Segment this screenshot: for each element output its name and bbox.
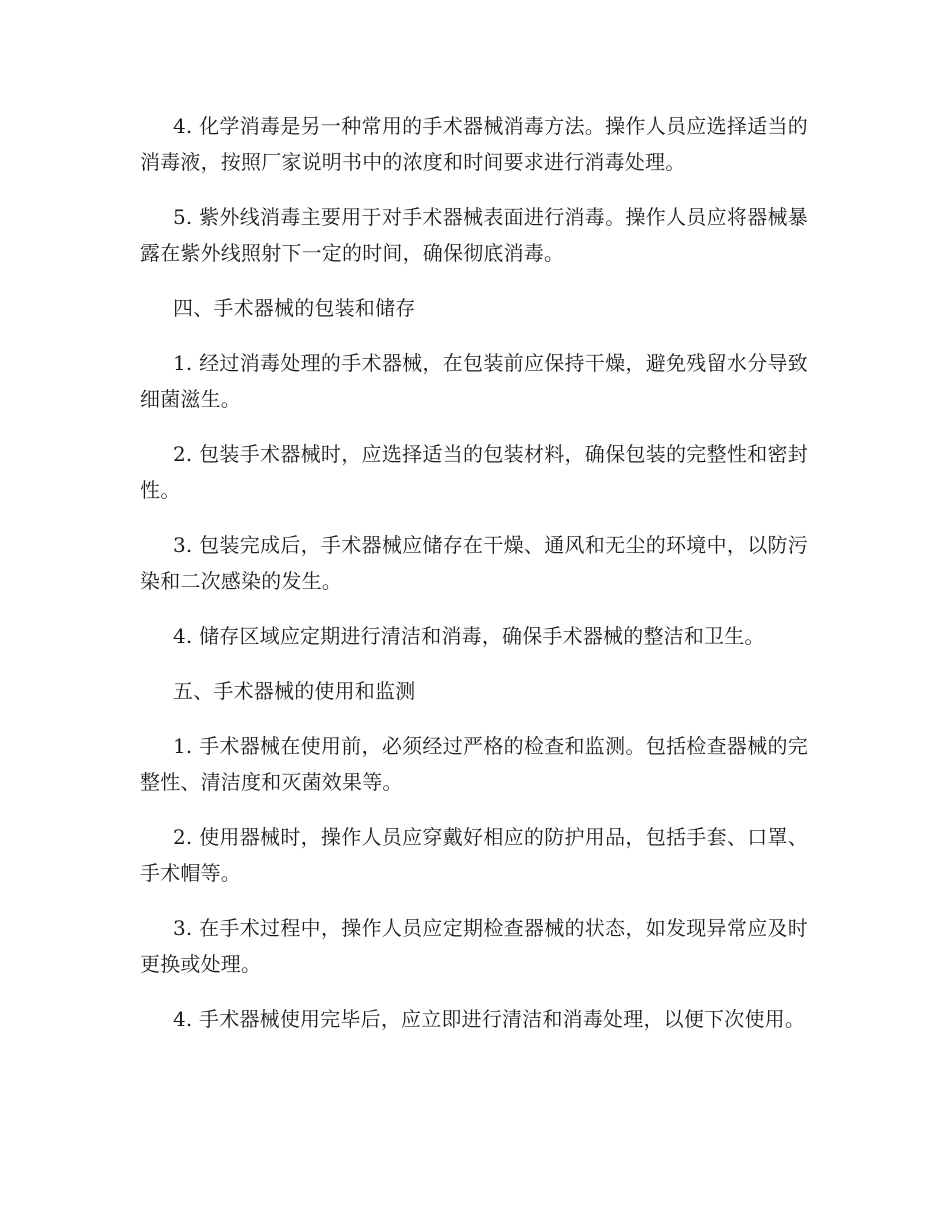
section-heading-packaging-storage: 四、手术器械的包装和储存 — [173, 296, 416, 320]
paragraph-storage-cleaning: 4. 储存区域应定期进行清洁和消毒，确保手术器械的整洁和卫生。 — [173, 624, 765, 648]
paragraph-packaging-dry: 1. 经过消毒处理的手术器械，在包装前应保持干燥，避免残留水分导致细菌滋生。 — [140, 351, 808, 411]
section-heading-use-monitoring: 五、手术器械的使用和监测 — [173, 679, 416, 703]
paragraph-protective-equipment: 2. 使用器械时，操作人员应穿戴好相应的防护用品，包括手套、口罩、手术帽等。 — [140, 825, 808, 885]
paragraph-uv-disinfection: 5. 紫外线消毒主要用于对手术器械表面进行消毒。操作人员应将器械暴露在紫外线照射下一定的时间，确保彻底消毒。 — [140, 205, 808, 265]
paragraph-intraoperative-check: 3. 在手术过程中，操作人员应定期检查器械的状态，如发现异常应及时更换或处理。 — [140, 916, 808, 976]
paragraph-post-use-cleaning: 4. 手术器械使用完毕后，应立即进行清洁和消毒处理，以便下次使用。 — [173, 1007, 806, 1031]
paragraph-packaging-materials: 2. 包装手术器械时，应选择适当的包装材料，确保包装的完整性和密封性。 — [140, 442, 808, 502]
paragraph-pre-use-inspection: 1. 手术器械在使用前，必须经过严格的检查和监测。包括检查器械的完整性、清洁度和灭菌效果等。 — [140, 734, 808, 794]
paragraph-storage-environment: 3. 包装完成后，手术器械应储存在干燥、通风和无尘的环境中，以防污染和二次感染的发生。 — [140, 533, 808, 593]
paragraph-chemical-disinfection: 4. 化学消毒是另一种常用的手术器械消毒方法。操作人员应选择适当的消毒液，按照厂家说明书中的浓度和时间要求进行消毒处理。 — [140, 114, 808, 174]
document-page — [140, 108, 808, 1056]
